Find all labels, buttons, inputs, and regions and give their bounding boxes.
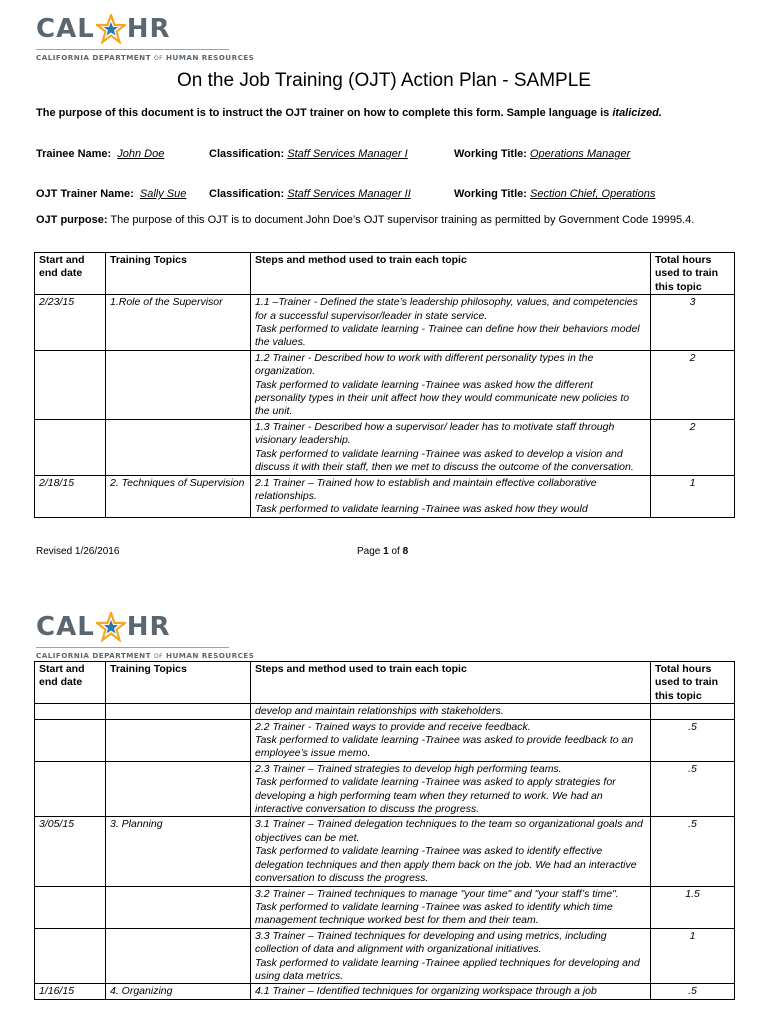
step-text: Task performed to validate learning -Trainee was asked to apply strategies for developing a high performing team when they returned to work. We had an interactive conversation to discuss the progress. [255, 776, 616, 816]
trainee-name-value: John Doe [117, 148, 165, 160]
cell-date: 3/05/15 [35, 817, 106, 886]
cell-date [35, 928, 106, 984]
trainee-title: Working Title: Operations Manager [454, 148, 631, 160]
trainer-name-label: OJT Trainer Name: [36, 188, 134, 200]
header-steps: Steps and method used to train each topic [251, 253, 651, 295]
table-row [35, 295, 735, 351]
header-hours: Total hours used to train this topic [651, 662, 735, 704]
cell-hours: .5 [651, 984, 735, 999]
step-text: 3.1 Trainer – Trained delegation techniques to the team so organizational goals and objectives can be met. [255, 818, 643, 844]
page2-table-clip [34, 661, 735, 1024]
table-row [35, 719, 735, 761]
cell-topic [106, 419, 251, 475]
logo-text-cal: CAL [36, 14, 95, 44]
cell-topic [106, 719, 251, 761]
cell-steps [251, 886, 651, 928]
step-text: 1.2 Trainer - Described how to work with different personality types in the organization. [255, 351, 594, 378]
step-text: Task performed to validate learning -Trainee was asked to identify effective delegation techniques and then apply them back on the job. We had an interactive conversation to discuss the progress. [255, 845, 637, 885]
purpose-instruction: The purpose of this document is to instruct the OJT trainer on how to complete this form. Sample language is italicized. [36, 107, 662, 119]
trainer-title-value: Section Chief, Operations [530, 188, 656, 200]
cell-hours [651, 704, 735, 719]
trainee-class-value: Staff Services Manager I [287, 148, 408, 160]
table-row [35, 704, 735, 719]
step-text: 2.2 Trainer - Trained ways to provide and receive feedback. [255, 720, 531, 733]
footer-page-number: Page 1 of 8 [357, 546, 409, 557]
cell-hours: .5 [651, 817, 735, 886]
step-text: develop and maintain relationships with stakeholders. [255, 705, 504, 718]
step-text: Task performed to validate learning -Trainee was asked how they would [255, 503, 588, 516]
calhr-logo [36, 14, 254, 62]
cell-steps [251, 475, 651, 517]
trainer-class-value: Staff Services Manager II [287, 188, 411, 200]
logo-subtitle: CALIFORNIA DEPARTMENT OF HUMAN RESOURCES [36, 651, 255, 660]
cell-steps [251, 295, 651, 351]
cell-topic: 2. Techniques of Supervision [106, 475, 251, 517]
cell-steps [251, 817, 651, 886]
step-text: 4.1 Trainer – Identified techniques for organizing workspace through a job [255, 985, 597, 998]
header-dates: Start and end date [35, 253, 106, 295]
table-row [35, 886, 735, 928]
step-text: Task performed to validate learning -Trainee was asked how the different personality types in their unit affect how they would communicate new policies to the unit. [255, 378, 630, 418]
cell-topic: 4. Organizing [106, 984, 251, 999]
trainer-class: Classification: Staff Services Manager II [209, 188, 411, 200]
logo-text-hr: HR [126, 14, 171, 44]
logo-text-hr: HR [126, 612, 171, 642]
cell-topic: 3. Planning [106, 817, 251, 886]
table-row [35, 475, 735, 517]
step-text: Task performed to validate learning - Trainee can define how their behaviors model the values. [255, 323, 640, 349]
step-text: 3.2 Trainer – Trained techniques to manage "your time" and "your staff’s time". [255, 887, 619, 900]
cell-date [35, 886, 106, 928]
cell-hours: 1 [651, 928, 735, 984]
ojt-table-page1 [34, 252, 735, 518]
logo-divider [36, 49, 229, 50]
trainer-line [36, 188, 186, 200]
star-logo-icon [96, 612, 126, 642]
trainee-class: Classification: Staff Services Manager I [209, 148, 408, 160]
logo-divider [36, 647, 229, 648]
cell-topic [106, 350, 251, 419]
cell-hours: 3 [651, 295, 735, 351]
cell-hours: 2 [651, 419, 735, 475]
step-text: Task performed to validate learning -Trainee was asked to identify which time management technique worked best for them and their team. [255, 900, 613, 927]
cell-topic: 1.Role of the Supervisor [106, 295, 251, 351]
star-logo-icon [96, 14, 126, 44]
footer-revised: Revised 1/26/2016 [36, 546, 120, 557]
table-row [35, 350, 735, 419]
cell-date [35, 761, 106, 817]
step-text: 3.3 Trainer – Trained techniques for developing and using metrics, including collection of data and alignment with organizational initiatives. [255, 929, 607, 956]
step-text: 2.3 Trainer – Trained strategies to develop high performing teams. [255, 762, 562, 775]
cell-topic [106, 886, 251, 928]
cell-topic [106, 928, 251, 984]
step-text: Task performed to validate learning -Trainee applied techniques for developing and using data metrics. [255, 956, 640, 982]
table-row [35, 419, 735, 475]
cell-date: 1/16/15 [35, 984, 106, 999]
step-text: 2.1 Trainer – Trained how to establish and maintain effective collaborative relationships. [255, 476, 597, 502]
logo-subtitle: CALIFORNIA DEPARTMENT OF HUMAN RESOURCES [36, 53, 255, 62]
cell-steps [251, 984, 651, 999]
calhr-logo-page2 [36, 612, 254, 660]
ojt-table-page2 [34, 661, 735, 1000]
cell-topic [106, 704, 251, 719]
cell-hours: 1.5 [651, 886, 735, 928]
cell-steps [251, 704, 651, 719]
step-text: Task performed to validate learning -Trainee was asked to develop a vision and discuss it with their staff, then we met to discuss the outcome of the conversation. [255, 447, 634, 474]
cell-date [35, 719, 106, 761]
trainer-title: Working Title: Section Chief, Operations [454, 188, 656, 200]
cell-date [35, 704, 106, 719]
step-text: 1.3 Trainer - Described how a supervisor/ leader has to motivate staff through visionary leadership. [255, 420, 615, 447]
cell-date: 2/23/15 [35, 295, 106, 351]
cell-steps [251, 350, 651, 419]
ojt-purpose: OJT purpose: The purpose of this OJT is to document John Doe’s OJT supervisor training as permitted by Government Code 19995.4. [36, 214, 695, 226]
cell-date [35, 350, 106, 419]
table-header-row [35, 662, 735, 704]
header-topics: Training Topics [106, 662, 251, 704]
cell-topic [106, 761, 251, 817]
cell-hours: .5 [651, 719, 735, 761]
trainee-name-label: Trainee Name: [36, 148, 112, 160]
cell-date: 2/18/15 [35, 475, 106, 517]
trainee-line [36, 148, 164, 160]
cell-date [35, 419, 106, 475]
table-row [35, 817, 735, 886]
cell-steps [251, 719, 651, 761]
cell-steps [251, 761, 651, 817]
trainee-title-value: Operations Manager [530, 148, 631, 160]
cell-hours: 2 [651, 350, 735, 419]
table-header-row [35, 253, 735, 295]
cell-hours: .5 [651, 761, 735, 817]
trainer-name-value: Sally Sue [139, 188, 187, 200]
header-steps: Steps and method used to train each topic [251, 662, 651, 704]
table-row [35, 928, 735, 984]
table-row [35, 984, 735, 999]
page-title: On the Job Training (OJT) Action Plan - SAMPLE [177, 70, 591, 91]
table-row [35, 761, 735, 817]
cell-steps [251, 419, 651, 475]
step-text: Task performed to validate learning -Trainee was asked to provide feedback to an employee’s issue memo. [255, 734, 634, 760]
cell-steps [251, 928, 651, 984]
header-dates: Start and end date [35, 662, 106, 704]
step-text: 1.1 –Trainer - Defined the state’s leadership philosophy, values, and competencies for a successful supervisor/leader in state service. [255, 296, 638, 322]
header-topics: Training Topics [106, 253, 251, 295]
logo-text-cal: CAL [36, 612, 95, 642]
header-hours: Total hours used to train this topic [651, 253, 735, 295]
cell-hours: 1 [651, 475, 735, 517]
